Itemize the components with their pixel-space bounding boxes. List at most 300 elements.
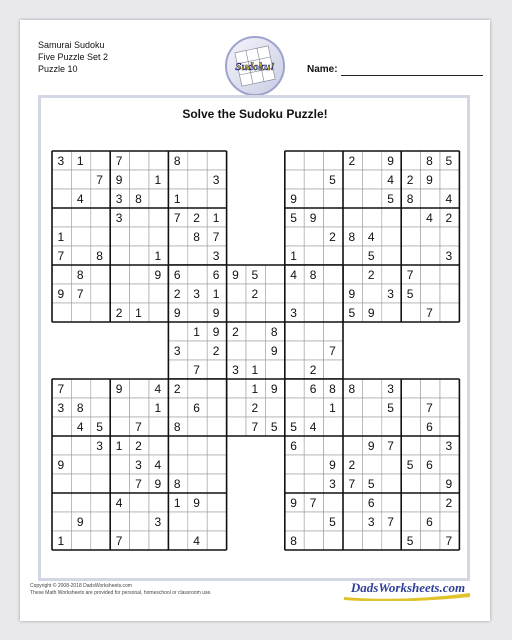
- sudoku-cell[interactable]: [207, 493, 226, 512]
- sudoku-cell[interactable]: [285, 170, 304, 189]
- sudoku-cell[interactable]: [207, 436, 226, 455]
- sudoku-cell[interactable]: [52, 493, 71, 512]
- sudoku-cell[interactable]: [324, 189, 343, 208]
- given-digit: 9: [445, 477, 453, 491]
- sudoku-cell[interactable]: [91, 531, 110, 550]
- given-digit: 3: [57, 154, 65, 168]
- given-digit: 2: [232, 325, 239, 339]
- sudoku-cell[interactable]: [285, 341, 304, 360]
- sudoku-cell[interactable]: [188, 151, 207, 170]
- sudoku-cell[interactable]: [227, 303, 246, 322]
- sudoku-cell[interactable]: [401, 493, 420, 512]
- given-digit: 2: [115, 306, 123, 320]
- sudoku-cell[interactable]: [324, 493, 343, 512]
- sudoku-cell[interactable]: [324, 417, 343, 436]
- given-digit: 5: [406, 534, 414, 548]
- given-digit: 7: [445, 534, 453, 548]
- sudoku-cell[interactable]: [71, 170, 90, 189]
- given-digit: 2: [406, 173, 414, 187]
- sudoku-cell[interactable]: [71, 436, 90, 455]
- sudoku-cell[interactable]: [343, 170, 362, 189]
- given-digit: 4: [367, 230, 375, 244]
- sudoku-cell[interactable]: [188, 303, 207, 322]
- sudoku-cell[interactable]: [207, 455, 226, 474]
- sudoku-cell[interactable]: [91, 265, 110, 284]
- sudoku-cell[interactable]: [421, 474, 440, 493]
- sudoku-cell[interactable]: [207, 398, 226, 417]
- given-digit: 9: [115, 382, 123, 396]
- sudoku-cell[interactable]: [401, 227, 420, 246]
- sudoku-cell[interactable]: [440, 284, 459, 303]
- sudoku-cell[interactable]: [188, 455, 207, 474]
- sudoku-cell[interactable]: [91, 284, 110, 303]
- sudoku-cell[interactable]: [71, 379, 90, 398]
- sudoku-cell[interactable]: [421, 436, 440, 455]
- sudoku-cell[interactable]: [227, 379, 246, 398]
- sudoku-cell[interactable]: [52, 474, 71, 493]
- given-digit: 4: [154, 458, 162, 472]
- sudoku-cell[interactable]: [71, 493, 90, 512]
- sudoku-cell[interactable]: [168, 398, 187, 417]
- sudoku-cell[interactable]: [362, 379, 381, 398]
- sudoku-cell[interactable]: [285, 322, 304, 341]
- sudoku-cell[interactable]: [343, 398, 362, 417]
- given-digit: 5: [387, 192, 394, 206]
- sudoku-cell[interactable]: [421, 493, 440, 512]
- sudoku-cell[interactable]: [285, 360, 304, 379]
- given-digit: 8: [173, 154, 181, 168]
- sudoku-cell[interactable]: [110, 246, 129, 265]
- sudoku-cell[interactable]: [343, 531, 362, 550]
- given-digit: 6: [309, 382, 317, 396]
- sudoku-cell[interactable]: [401, 474, 420, 493]
- sudoku-cell[interactable]: [149, 417, 168, 436]
- sudoku-cell[interactable]: [91, 474, 110, 493]
- samurai-sudoku-grid: [20, 20, 490, 621]
- name-label: Name:: [307, 64, 338, 75]
- copyright-text: Copyright © 2008-2018 DadsWorksheets.com: [30, 583, 132, 589]
- sudoku-cell[interactable]: [265, 284, 284, 303]
- given-digit: 8: [329, 382, 336, 396]
- sudoku-cell[interactable]: [207, 417, 226, 436]
- given-digit: 7: [309, 496, 317, 510]
- sudoku-cell[interactable]: [130, 151, 149, 170]
- sudoku-cell[interactable]: [91, 151, 110, 170]
- sudoku-cell[interactable]: [440, 379, 459, 398]
- sudoku-cell[interactable]: [382, 303, 401, 322]
- sudoku-cell[interactable]: [110, 474, 129, 493]
- sudoku-cell[interactable]: [52, 417, 71, 436]
- sudoku-cell[interactable]: [52, 303, 71, 322]
- sudoku-cell[interactable]: [401, 303, 420, 322]
- given-digit: 9: [154, 268, 162, 282]
- sudoku-cell[interactable]: [343, 265, 362, 284]
- sudoku-cell[interactable]: [324, 284, 343, 303]
- sudoku-cell[interactable]: [382, 227, 401, 246]
- sudoku-cell[interactable]: [440, 417, 459, 436]
- sudoku-cell[interactable]: [227, 284, 246, 303]
- sudoku-cell[interactable]: [168, 455, 187, 474]
- given-digit: 7: [193, 363, 200, 377]
- sudoku-cell[interactable]: [52, 265, 71, 284]
- given-digit: 2: [251, 401, 259, 415]
- sudoku-cell[interactable]: [265, 265, 284, 284]
- given-digit: 8: [309, 268, 317, 282]
- sudoku-cell[interactable]: [362, 398, 381, 417]
- given-digit: 5: [251, 268, 259, 282]
- sudoku-cell[interactable]: [149, 436, 168, 455]
- sudoku-cell[interactable]: [71, 531, 90, 550]
- sudoku-cell[interactable]: [149, 303, 168, 322]
- sudoku-cell[interactable]: [343, 417, 362, 436]
- given-digit: 2: [193, 211, 200, 225]
- given-digit: 2: [367, 268, 375, 282]
- sudoku-cell[interactable]: [265, 398, 284, 417]
- given-digit: 9: [309, 211, 317, 225]
- given-digit: 1: [329, 401, 336, 415]
- sudoku-cell[interactable]: [207, 189, 226, 208]
- brand-text: DadsWorksheets.com: [350, 580, 466, 595]
- sudoku-cell[interactable]: [168, 531, 187, 550]
- given-digit: 5: [329, 515, 336, 529]
- sudoku-cell[interactable]: [188, 379, 207, 398]
- sudoku-cell[interactable]: [440, 455, 459, 474]
- sudoku-cell[interactable]: [343, 208, 362, 227]
- sudoku-cell[interactable]: [91, 227, 110, 246]
- sudoku-cell[interactable]: [207, 474, 226, 493]
- sudoku-cell[interactable]: [324, 265, 343, 284]
- sudoku-cell[interactable]: [207, 151, 226, 170]
- sudoku-cell[interactable]: [52, 189, 71, 208]
- sudoku-cell[interactable]: [207, 531, 226, 550]
- sudoku-cell[interactable]: [324, 208, 343, 227]
- sudoku-cell[interactable]: [382, 455, 401, 474]
- sudoku-cell[interactable]: [285, 474, 304, 493]
- given-digit: 8: [76, 401, 84, 415]
- sudoku-cell[interactable]: [130, 531, 149, 550]
- sudoku-cell[interactable]: [246, 341, 265, 360]
- sudoku-cell[interactable]: [401, 151, 420, 170]
- given-digit: 4: [154, 382, 162, 396]
- sudoku-cell[interactable]: [421, 265, 440, 284]
- given-digit: 4: [445, 192, 453, 206]
- worksheet-set: Five Puzzle Set 2: [38, 52, 109, 62]
- given-digit: 9: [57, 287, 65, 301]
- sudoku-cell[interactable]: [304, 151, 323, 170]
- sudoku-cell[interactable]: [149, 227, 168, 246]
- sudoku-cell[interactable]: [91, 379, 110, 398]
- sudoku-cell[interactable]: [52, 208, 71, 227]
- sudoku-cell[interactable]: [362, 189, 381, 208]
- sudoku-cell[interactable]: [188, 341, 207, 360]
- sudoku-cell[interactable]: [304, 531, 323, 550]
- sudoku-cell[interactable]: [130, 398, 149, 417]
- sudoku-cell[interactable]: [130, 170, 149, 189]
- given-digit: 9: [426, 173, 433, 187]
- sudoku-cell[interactable]: [324, 151, 343, 170]
- sudoku-cell[interactable]: [130, 512, 149, 531]
- sudoku-cell[interactable]: [188, 417, 207, 436]
- given-digit: 1: [76, 154, 84, 168]
- sudoku-cell[interactable]: [304, 398, 323, 417]
- given-digit: 4: [193, 534, 200, 548]
- sudoku-cell[interactable]: [130, 493, 149, 512]
- sudoku-cell[interactable]: [52, 170, 71, 189]
- sudoku-cell[interactable]: [304, 170, 323, 189]
- given-digit: 1: [154, 173, 162, 187]
- sudoku-cell[interactable]: [401, 246, 420, 265]
- sudoku-cell[interactable]: [440, 227, 459, 246]
- sudoku-cell[interactable]: [130, 284, 149, 303]
- sudoku-cell[interactable]: [52, 436, 71, 455]
- sudoku-cell[interactable]: [304, 189, 323, 208]
- sudoku-cell[interactable]: [130, 246, 149, 265]
- given-digit: 9: [154, 477, 162, 491]
- sudoku-cell[interactable]: [188, 246, 207, 265]
- sudoku-cell[interactable]: [71, 208, 90, 227]
- given-digit: 9: [212, 306, 220, 320]
- given-digit: 1: [154, 401, 162, 415]
- sudoku-cell[interactable]: [304, 303, 323, 322]
- sudoku-cell[interactable]: [324, 436, 343, 455]
- sudoku-cell[interactable]: [110, 227, 129, 246]
- sudoku-cell[interactable]: [188, 512, 207, 531]
- given-digit: 3: [154, 515, 162, 529]
- given-digit: 8: [290, 534, 297, 548]
- sudoku-cell[interactable]: [285, 455, 304, 474]
- sudoku-cell[interactable]: [207, 512, 226, 531]
- sudoku-cell[interactable]: [304, 284, 323, 303]
- given-digit: 4: [426, 211, 433, 225]
- sudoku-cell[interactable]: [110, 512, 129, 531]
- sudoku-cell[interactable]: [285, 284, 304, 303]
- given-digit: 2: [173, 382, 181, 396]
- sudoku-cell[interactable]: [130, 265, 149, 284]
- sudoku-cell[interactable]: [401, 208, 420, 227]
- sudoku-cell[interactable]: [285, 379, 304, 398]
- sudoku-cell[interactable]: [362, 455, 381, 474]
- given-digit: 7: [115, 154, 123, 168]
- given-digit: 5: [329, 173, 336, 187]
- given-digit: 1: [251, 382, 259, 396]
- sudoku-cell[interactable]: [382, 208, 401, 227]
- sudoku-cell[interactable]: [362, 531, 381, 550]
- given-digit: 9: [290, 496, 297, 510]
- sudoku-cell[interactable]: [285, 227, 304, 246]
- given-digit: 2: [348, 154, 356, 168]
- sudoku-cell[interactable]: [149, 151, 168, 170]
- sudoku-cell[interactable]: [421, 379, 440, 398]
- sudoku-cell[interactable]: [168, 227, 187, 246]
- sudoku-cell[interactable]: [401, 398, 420, 417]
- sudoku-cell[interactable]: [440, 265, 459, 284]
- sudoku-cell[interactable]: [188, 189, 207, 208]
- given-digit: 6: [367, 496, 375, 510]
- sudoku-cell[interactable]: [168, 360, 187, 379]
- sudoku-cell[interactable]: [71, 455, 90, 474]
- sudoku-cell[interactable]: [149, 493, 168, 512]
- given-digit: 9: [193, 496, 200, 510]
- sudoku-cell[interactable]: [362, 208, 381, 227]
- given-digit: 8: [270, 325, 278, 339]
- sudoku-cell[interactable]: [188, 436, 207, 455]
- given-digit: 3: [290, 306, 297, 320]
- given-digit: 6: [193, 401, 200, 415]
- sudoku-cell[interactable]: [304, 322, 323, 341]
- given-digit: 7: [348, 477, 356, 491]
- sudoku-cell[interactable]: [110, 265, 129, 284]
- sudoku-cell[interactable]: [421, 227, 440, 246]
- sudoku-cell[interactable]: [168, 436, 187, 455]
- sudoku-cell[interactable]: [421, 531, 440, 550]
- sudoku-cell[interactable]: [421, 284, 440, 303]
- sudoku-cell[interactable]: [265, 303, 284, 322]
- sudoku-cell[interactable]: [304, 512, 323, 531]
- sudoku-cell[interactable]: [188, 170, 207, 189]
- given-digit: 5: [406, 458, 414, 472]
- given-digit: 3: [96, 439, 103, 453]
- given-digit: 7: [57, 382, 65, 396]
- sudoku-cell[interactable]: [304, 436, 323, 455]
- logo-text: Sudoku!: [235, 61, 275, 73]
- sudoku-cell[interactable]: [110, 398, 129, 417]
- sudoku-cell[interactable]: [207, 360, 226, 379]
- sudoku-cell[interactable]: [324, 303, 343, 322]
- worksheet-page: [20, 20, 490, 621]
- sudoku-cell[interactable]: [382, 417, 401, 436]
- given-digit: 7: [135, 477, 142, 491]
- sudoku-cell[interactable]: [71, 474, 90, 493]
- sudoku-cell[interactable]: [246, 303, 265, 322]
- sudoku-cell[interactable]: [91, 398, 110, 417]
- given-digit: 4: [309, 420, 317, 434]
- sudoku-cell[interactable]: [265, 360, 284, 379]
- given-digit: 1: [57, 534, 65, 548]
- sudoku-cell[interactable]: [130, 208, 149, 227]
- sudoku-cell[interactable]: [71, 246, 90, 265]
- sudoku-cell[interactable]: [401, 512, 420, 531]
- sudoku-cell[interactable]: [227, 341, 246, 360]
- sudoku-cell[interactable]: [110, 417, 129, 436]
- sudoku-cell[interactable]: [324, 322, 343, 341]
- given-digit: 9: [76, 515, 84, 529]
- given-digit: 5: [445, 154, 453, 168]
- sudoku-cell[interactable]: [168, 322, 187, 341]
- given-digit: 3: [193, 287, 200, 301]
- given-digit: 3: [57, 401, 65, 415]
- sudoku-cell[interactable]: [91, 512, 110, 531]
- sudoku-cell[interactable]: [285, 512, 304, 531]
- sudoku-cell[interactable]: [362, 170, 381, 189]
- sudoku-cell[interactable]: [110, 455, 129, 474]
- given-digit: 6: [426, 420, 433, 434]
- sudoku-cell[interactable]: [52, 512, 71, 531]
- sudoku-cell[interactable]: [168, 170, 187, 189]
- given-digit: 7: [251, 420, 259, 434]
- sudoku-cell[interactable]: [91, 493, 110, 512]
- sudoku-cell[interactable]: [91, 189, 110, 208]
- sudoku-cell[interactable]: [285, 398, 304, 417]
- sudoku-cell[interactable]: [324, 531, 343, 550]
- sudoku-cell[interactable]: [168, 512, 187, 531]
- given-digit: 2: [212, 344, 220, 358]
- given-digit: 9: [367, 306, 375, 320]
- sudoku-cell[interactable]: [285, 151, 304, 170]
- sudoku-cell[interactable]: [149, 284, 168, 303]
- sudoku-cell[interactable]: [324, 246, 343, 265]
- sudoku-cell[interactable]: [207, 379, 226, 398]
- sudoku-cell[interactable]: [91, 455, 110, 474]
- given-digit: 6: [290, 439, 297, 453]
- sudoku-cell[interactable]: [421, 189, 440, 208]
- sudoku-cell[interactable]: [130, 227, 149, 246]
- sudoku-cell[interactable]: [324, 360, 343, 379]
- sudoku-cell[interactable]: [91, 303, 110, 322]
- sudoku-cell[interactable]: [343, 189, 362, 208]
- given-digit: 3: [212, 173, 220, 187]
- sudoku-cell[interactable]: [149, 208, 168, 227]
- sudoku-cell[interactable]: [440, 170, 459, 189]
- sudoku-cell[interactable]: [382, 493, 401, 512]
- sudoku-cell[interactable]: [401, 436, 420, 455]
- sudoku-cell[interactable]: [91, 208, 110, 227]
- sudoku-cell[interactable]: [421, 246, 440, 265]
- sudoku-cell[interactable]: [188, 265, 207, 284]
- sudoku-cell[interactable]: [362, 284, 381, 303]
- sudoku-cell[interactable]: [382, 265, 401, 284]
- sudoku-cell[interactable]: [304, 227, 323, 246]
- given-digit: 7: [135, 420, 142, 434]
- sudoku-cell[interactable]: [71, 227, 90, 246]
- sudoku-cell[interactable]: [149, 531, 168, 550]
- given-digit: 6: [212, 268, 220, 282]
- sudoku-cell[interactable]: [401, 379, 420, 398]
- given-digit: 5: [290, 420, 297, 434]
- sudoku-cell[interactable]: [440, 398, 459, 417]
- sudoku-cell[interactable]: [149, 189, 168, 208]
- sudoku-cell[interactable]: [227, 417, 246, 436]
- sudoku-cell[interactable]: [304, 455, 323, 474]
- sudoku-cell[interactable]: [343, 436, 362, 455]
- sudoku-cell[interactable]: [304, 474, 323, 493]
- sudoku-cell[interactable]: [343, 246, 362, 265]
- given-digit: 2: [309, 363, 317, 377]
- given-digit: 1: [290, 249, 297, 263]
- sudoku-cell[interactable]: [71, 303, 90, 322]
- given-digit: 9: [270, 382, 278, 396]
- given-digit: 3: [329, 477, 336, 491]
- sudoku-cell[interactable]: [227, 398, 246, 417]
- sudoku-cell[interactable]: [382, 474, 401, 493]
- sudoku-cell[interactable]: [382, 531, 401, 550]
- sudoku-cell[interactable]: [440, 303, 459, 322]
- sudoku-cell[interactable]: [382, 246, 401, 265]
- sudoku-cell[interactable]: [110, 284, 129, 303]
- sudoku-cell[interactable]: [362, 417, 381, 436]
- sudoku-cell[interactable]: [130, 379, 149, 398]
- sudoku-cell[interactable]: [246, 322, 265, 341]
- sudoku-cell[interactable]: [401, 417, 420, 436]
- sudoku-cell[interactable]: [168, 246, 187, 265]
- sudoku-cell[interactable]: [343, 493, 362, 512]
- given-digit: 6: [173, 268, 181, 282]
- sudoku-cell[interactable]: [343, 512, 362, 531]
- sudoku-cell[interactable]: [188, 474, 207, 493]
- sudoku-cell[interactable]: [440, 512, 459, 531]
- sudoku-cell[interactable]: [362, 151, 381, 170]
- sudoku-cell[interactable]: [304, 246, 323, 265]
- sudoku-cell[interactable]: [304, 341, 323, 360]
